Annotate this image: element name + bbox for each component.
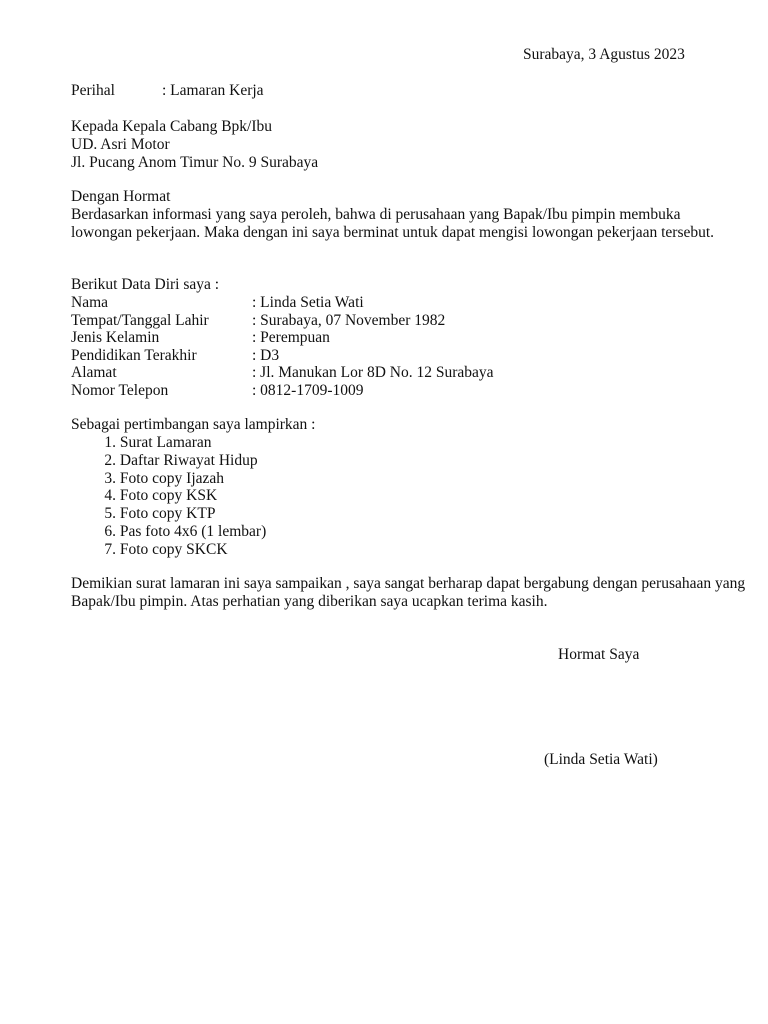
personal-data-row: [71, 294, 494, 312]
list-number: 2.: [104, 451, 116, 469]
personal-data-value: : Jl. Manukan Lor 8D No. 12 Surabaya: [252, 364, 494, 382]
list-item: [71, 523, 266, 541]
personal-data-row: [71, 364, 494, 382]
signature-name: (Linda Setia Wati): [544, 751, 658, 768]
subject-label: Perihal: [71, 82, 115, 99]
recipient-line: Jl. Pucang Anom Timur No. 9 Surabaya: [71, 154, 319, 171]
personal-data-label: Pendidikan Terakhir: [71, 346, 197, 364]
personal-data-row: [71, 312, 494, 330]
personal-data-value: : Perempuan: [252, 329, 330, 347]
personal-data-row: [71, 347, 494, 365]
list-text: Foto copy Ijazah: [119, 469, 225, 487]
list-item: [71, 541, 266, 559]
letter-subject: [71, 82, 264, 100]
closing-regards: Hormat Saya: [558, 646, 640, 663]
personal-data-row: [71, 382, 494, 400]
personal-data-title: Berikut Data Diri saya :: [71, 276, 220, 293]
list-number: 4.: [104, 487, 116, 505]
recipient-block: [71, 118, 318, 172]
body-paragraph: Berdasarkan informasi yang saya peroleh, bahwa di perusahaan yang Bapak/Ibu pimpin membuka lowongan pekerjaan. Maka dengan ini saya berminat untuk dapat mengisi lowongan pekerjaan tersebut.: [71, 206, 715, 241]
list-text: Daftar Riwayat Hidup: [119, 451, 258, 469]
list-item: [71, 505, 266, 523]
personal-data-value: : Linda Setia Wati: [252, 294, 364, 311]
personal-data-label: Tempat/Tanggal Lahir: [71, 311, 209, 329]
list-number: 1.: [104, 434, 116, 451]
list-number: 6.: [104, 522, 116, 540]
opening-greeting: Dengan Hormat: [71, 188, 171, 205]
attachments-list: [71, 434, 266, 559]
list-text: Surat Lamaran: [119, 434, 212, 451]
personal-data-label: Nomor Telepon: [71, 381, 169, 399]
personal-data-value: : Surabaya, 07 November 1982: [252, 311, 446, 329]
list-item: [71, 434, 266, 452]
list-number: 5.: [104, 505, 116, 523]
personal-data-label: Nama: [71, 294, 109, 311]
personal-data-table: [71, 294, 494, 400]
recipient-line: UD. Asri Motor: [71, 136, 170, 153]
list-item: [71, 487, 266, 505]
list-item: [71, 470, 266, 488]
list-number: 3.: [104, 469, 116, 487]
list-text: Foto copy SKCK: [119, 540, 228, 558]
personal-data-label: Jenis Kelamin: [71, 329, 160, 347]
subject-value: : Lamaran Kerja: [162, 82, 264, 99]
recipient-line: Kepada Kepala Cabang Bpk/Ibu: [71, 118, 273, 135]
list-text: Pas foto 4x6 (1 lembar): [119, 522, 267, 540]
personal-data-label: Alamat: [71, 364, 117, 382]
closing-paragraph: Demikian surat lamaran ini saya sampaikan , saya sangat berharap dapat bergabung dengan perusahaan yang Bapak/Ibu pimpin. Atas perhatian yang diberikan saya ucapkan terima kasih.: [71, 575, 746, 610]
list-number: 7.: [104, 540, 116, 558]
list-text: Foto copy KTP: [119, 505, 216, 523]
personal-data-row: [71, 329, 494, 347]
list-item: [71, 452, 266, 470]
letter-date: Surabaya, 3 Agustus 2023: [523, 46, 685, 63]
attachments-title: Sebagai pertimbangan saya lampirkan :: [71, 416, 316, 433]
personal-data-value: : 0812-1709-1009: [252, 381, 364, 399]
list-text: Foto copy KSK: [119, 487, 218, 505]
personal-data-value: : D3: [252, 346, 280, 364]
